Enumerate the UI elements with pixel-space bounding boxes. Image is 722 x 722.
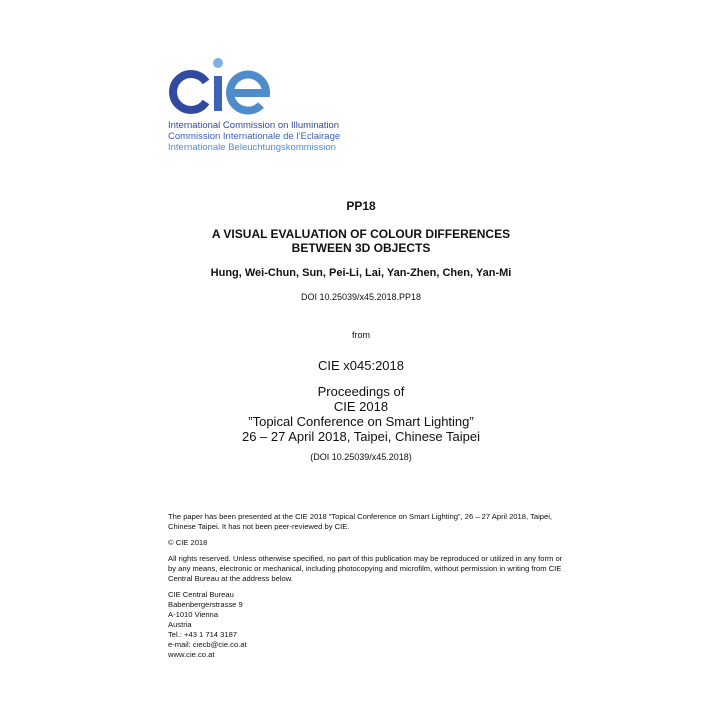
proceedings-line: ”Topical Conference on Smart Lighting” bbox=[248, 414, 474, 429]
org-name-en: International Commission on Illumination bbox=[168, 120, 340, 131]
address-line: CIE Central Bureau bbox=[168, 590, 234, 599]
paper-code: PP18 bbox=[346, 199, 376, 213]
proceedings-line: 26 – 27 April 2018, Taipei, Chinese Taipei bbox=[241, 429, 481, 444]
organization-names bbox=[168, 120, 340, 153]
copyright-note: © CIE 2018 bbox=[168, 538, 208, 547]
paper-title bbox=[0, 227, 722, 255]
paper-title-line: A VISUAL EVALUATION OF COLOUR DIFFERENCES bbox=[211, 227, 511, 241]
address-line: e-mail: ciecb@cie.co.at bbox=[168, 640, 247, 649]
proceedings bbox=[0, 384, 722, 444]
address-line: Babenbergerstrasse 9 bbox=[168, 600, 243, 609]
proceedings-doi: (DOI 10.25039/x45.2018) bbox=[310, 452, 412, 462]
proceedings-line: Proceedings of bbox=[317, 384, 405, 399]
rights-note: All rights reserved. Unless otherwise specified, no part of this publication may be reproduced or utilized in any form or by any means, electronic or mechanical, including photocopying and microfilm, without permission in writing from CIE Central Bureau at the address below. bbox=[168, 554, 563, 583]
notes-section bbox=[168, 512, 568, 660]
paper-doi: DOI 10.25039/x45.2018.PP18 bbox=[300, 292, 422, 302]
address-line: Austria bbox=[168, 620, 192, 629]
from-label: from bbox=[352, 330, 370, 340]
paper-title-line: BETWEEN 3D OBJECTS bbox=[291, 241, 431, 255]
address-line: Tel.: +43 1 714 3187 bbox=[168, 630, 238, 639]
org-name-de: Internationale Beleuchtungskommission bbox=[168, 142, 336, 153]
presented-note: The paper has been presented at the CIE 2018 ”Topical Conference on Smart Lighting”, 26 – 27 April 2018, Taipei, Chinese Taipei. It has not been peer-reviewed by CIE. bbox=[168, 512, 553, 531]
address-line: A-1010 Vienna bbox=[168, 610, 219, 619]
org-name-fr: Commission Internationale de l’Eclairage bbox=[168, 131, 341, 142]
cie-logo bbox=[166, 56, 276, 116]
address-line: www.cie.co.at bbox=[168, 650, 215, 659]
paper-authors: Hung, Wei-Chun, Sun, Pei-Li, Lai, Yan-Zhen, Chen, Yan-Mi bbox=[210, 267, 512, 279]
address-block bbox=[168, 590, 568, 660]
publication-number: CIE x045:2018 bbox=[317, 358, 404, 373]
proceedings-line: CIE 2018 bbox=[333, 399, 389, 414]
cie-logo-mark bbox=[166, 56, 276, 116]
